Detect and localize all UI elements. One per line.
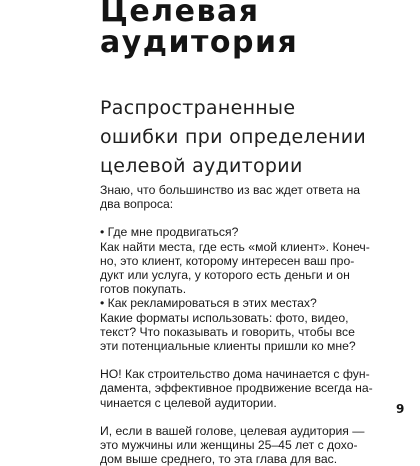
page-number: 9 bbox=[396, 402, 405, 416]
section-heading bbox=[100, 94, 366, 181]
question-where bbox=[100, 225, 405, 296]
chapter-title bbox=[100, 0, 298, 58]
paragraph-foundation bbox=[100, 367, 405, 410]
text-line: Знаю, что большинство из вас ждет ответа на bbox=[100, 183, 361, 197]
text-line: дом выше среднего, то эта глава для вас. bbox=[100, 452, 338, 466]
text-line: Как найти места, где есть «мой клиент». Конеч- bbox=[100, 239, 370, 254]
paragraph-audience bbox=[100, 424, 405, 466]
text-line: И, если в вашей голове, целевая аудитория — bbox=[100, 423, 365, 438]
question-how bbox=[100, 296, 405, 353]
body-text bbox=[100, 183, 405, 466]
text-line: эти потенциальные клиенты пришли ко мне? bbox=[100, 339, 356, 354]
text-line: дамента, эффективное продвижение всегда на- bbox=[100, 381, 373, 396]
text-line: текст? Что показывать и говорить, чтобы все bbox=[100, 324, 355, 339]
text-line: НО! Как строительство дома начинается с фун- bbox=[100, 367, 370, 382]
text-line: дукт или услуга, у которого есть деньги и он bbox=[100, 268, 350, 283]
text-line: готов покупать. bbox=[100, 282, 187, 297]
text-line: два вопроса: bbox=[100, 197, 174, 212]
section-heading-line: ошибки при определении bbox=[100, 126, 366, 148]
text-line: но, это клиент, которому интересен ваш про- bbox=[100, 253, 355, 268]
text-line: чинается с целевой аудитории. bbox=[100, 395, 277, 410]
chapter-title-line: Целевая bbox=[100, 0, 260, 29]
text-line: • Как рекламироваться в этих местах? bbox=[100, 296, 317, 311]
text-line: это мужчины или женщины 25–45 лет с дохо- bbox=[100, 438, 358, 453]
text-line: Какие форматы использовать: фото, видео, bbox=[100, 310, 349, 325]
chapter-title-line: аудитория bbox=[100, 25, 299, 60]
section-heading-line: целевой аудитории bbox=[100, 155, 303, 177]
section-heading-line: Распространенные bbox=[100, 97, 296, 119]
paragraph-intro bbox=[100, 183, 405, 211]
text-line: • Где мне продвигаться? bbox=[100, 225, 239, 240]
